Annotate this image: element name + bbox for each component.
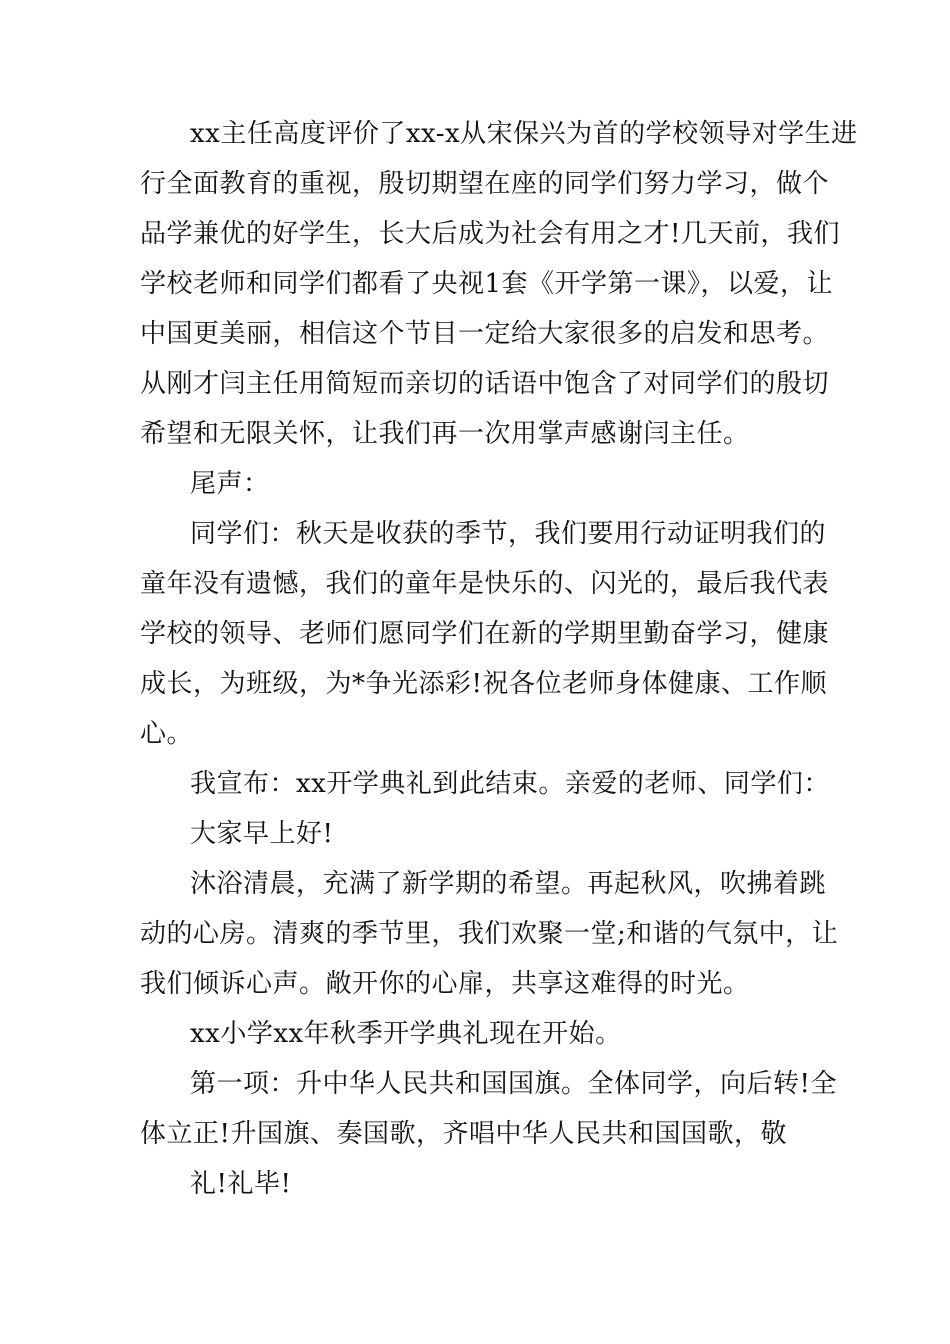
text-line: 中国更美丽，相信这个节目一定给大家很多的启发和思考。 [140, 319, 830, 349]
section-heading: 尾声： [190, 469, 270, 499]
text-line: xx主任高度评价了xx-x从宋保兴为首的学校领导对学生进 [190, 119, 858, 149]
text-line: 心。 [140, 719, 194, 749]
text-line: 大家早上好! [190, 819, 334, 849]
text-line: 体立正!升国旗、奏国歌，齐唱中华人民共和国国歌，敬 [140, 1119, 787, 1149]
text-line: 童年没有遗憾，我们的童年是快乐的、闪光的，最后我代表 [140, 569, 830, 599]
text-line: 从刚才闫主任用简短而亲切的话语中饱含了对同学们的殷切 [140, 369, 830, 399]
text-line: 沐浴清晨，充满了新学期的希望。再起秋风，吹拂着跳 [190, 869, 827, 899]
text-line: 礼!礼毕! [190, 1169, 292, 1199]
text-line: 学校的领导、老师们愿同学们在新的学期里勤奋学习，健康 [140, 619, 830, 649]
text-line: 同学们：秋天是收获的季节，我们要用行动证明我们的 [190, 519, 827, 549]
text-line: xx小学xx年秋季开学典礼现在开始。 [190, 1019, 622, 1049]
text-line: 行全面教育的重视，殷切期望在座的同学们努力学习，做个 [140, 169, 830, 199]
text-line: 动的心房。清爽的季节里，我们欢聚一堂;和谐的气氛中，让 [140, 919, 839, 949]
text-line: 品学兼优的好学生，长大后成为社会有用之才!几天前，我们 [140, 219, 840, 249]
text-line: 第一项：升中华人民共和国国旗。全体同学，向后转!全 [190, 1069, 837, 1099]
text-line: 希望和无限关怀，让我们再一次用掌声感谢闫主任。 [140, 419, 750, 449]
text-line: 学校老师和同学们都看了央视1套《开学第一课》，以爱，让 [140, 269, 834, 299]
text-line: 成长，为班级，为*争光添彩!祝各位老师身体健康、工作顺 [140, 669, 827, 699]
text-line: 我们倾诉心声。敞开你的心扉，共享这难得的时光。 [140, 969, 750, 999]
text-line: 我宣布：xx开学典礼到此结束。亲爱的老师、同学们： [190, 769, 830, 799]
